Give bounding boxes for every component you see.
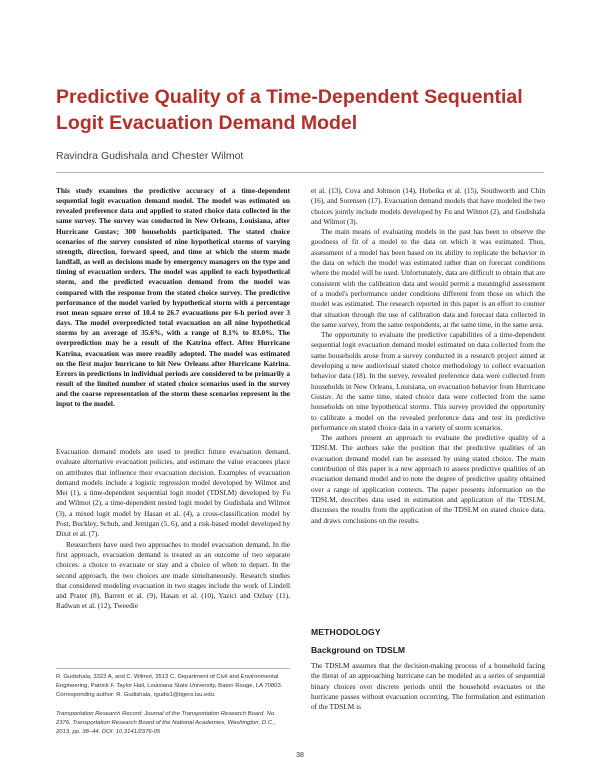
page-number: 38 (296, 752, 304, 759)
footnote-text: Transportation Research Record: Journal of the Transportation Research Board, No. 2376, Transportation Research Board of the National Academies, Washington, D.C., 2013, pp. 38–44. DOI: 10.3141/2376-05 (56, 711, 276, 735)
subsection-heading: Background on TDSLM (311, 645, 405, 655)
methodology-body (311, 661, 545, 712)
paragraph: et al. (13), Cova and Johnson (14), Hobeika et al. (15), Southworth and Chin (16), and Sorensen (17). Evacuation demand models that have modeled the two choices jointly include models developed by Fu and Wilmot (2), and Gudishala and Wilmot (3). (311, 186, 545, 226)
left-column-body (56, 447, 290, 612)
paragraph: Researchers have used two approaches to model evacuation demand. In the first approach, evacuation demand is treated as an outcome of two separate choices: a choice to evacuate or stay and a choice of when to depart. In the second approach, the two choices are made simultaneously. Research studies that considered modeling evacuation in two stages include the work of Lindell and Prater (8), Barrett et al. (9), Hasan et al. (10), Yazici and Ozbay (11), Radwan et al. (12), Tweedie (56, 539, 290, 611)
footnote-divider (56, 668, 290, 669)
abstract-text: This study examines the predictive accuracy of a time-dependent sequential logit evacuation demand model. The model was estimated on revealed preference data and applied to stated choice data collected in the same survey. The survey was conducted in New Orleans, Louisiana, after Hurricane Gustav; 300 households participated. The stated choice scenarios of the survey consisted of nine hypothetical storms of varying strength, direction, forward speed, and time at which the storm made landfall, as well as decisions made by emergency managers on the type and timing of evacuation orders. The model was applied to each hypothetical storm, and the predicted evacuation demand from the model was compared with the response from the stated choice survey. The predictive performance of the model varied by hypothetical storm with a percentage root mean square error of 10.4 to 26.7 evacuations per 6-h period over 3 days. The model overpredicted total evacuation on all nine hypothetical storms by an average of 35.6%, with a range of 8.1% to 83.0%. The overprediction may be a result of the Katrina effect. After Hurricane Katrina, evacuation was more readily adopted. The model was estimated on the first major hurricane to hit New Orleans after Hurricane Katrina. Errors in predictions in individual periods are considered to be primarily a result of the limited number of stated choice scenarios used in the survey and the coarse representation of the storm these scenarios represent in the input to the model. (56, 186, 290, 409)
paragraph: The main means of evaluating models in the past has been to observe the goodness of fit of a model to the data on which it was estimated. Thus, assessment of a model has been based on its ability to replicate the behavior in the data on which the model was estimated rather than on forecast conditions where the model will be used. Unfortunately, data are difficult to obtain that are consistent with the calibration data and would permit a meaningful assessment of a model's performance under conditions different from those on which the model was estimated. The research reported in this paper is an effort to counter that situation through the use of calibration data and forecast data collected in the same survey, from the same respondents, at the same time, in the same area. (311, 227, 545, 329)
paragraph: The TDSLM assumes that the decision-making process of a household facing the threat of an approaching hurricane can be modeled as a series of sequential binary choices over discrete periods until the household evacuates or the hurricane passes without evacuation occurring. The formulation and estimation of the TDSLM is (311, 661, 545, 712)
authors: Ravindra Gudishala and Chester Wilmot (56, 150, 244, 162)
section-heading: METHODOLOGY (311, 627, 381, 637)
paragraph: Evacuation demand models are used to predict future evacuation demand, evaluate alternative evacuation policies, and estimate the value evacuees place on attributes that influence their evacuation decision. Examples of evacuation demand models include a logistic regression model developed by Wilmot and Mei (1), a time-dependent sequential logit model (TDSLM) developed by Fu and Wilmot (2), a time-dependent nested logit model by Gudishala and Wilmot (3), a mixed logit model by Hasan et al. (4), a cross-classification model by Post, Buckley, Schuh, and Jernigan (5, 6), and a risk-based model developed by Dixit et al. (7). (56, 447, 290, 539)
header-divider (56, 172, 544, 173)
footnote-text: R. Gudishala, 3323 A, and C. Wilmot, 3513 C, Department of Civil and Environmental Engineering, Patrick F. Taylor Hall, Louisiana State University, Baton Rouge, LA 70803. Corresponding author: R. Gudishala, rgudis1@tigers.lsu.edu. (56, 674, 283, 698)
footnote-journal (56, 710, 290, 736)
abstract (56, 186, 290, 409)
paragraph: The opportunity to evaluate the predictive capabilities of a time-dependent sequential logit evacuation demand model estimated on data collected from the same households arose from a survey conducted in a research project aimed at developing a new audiovisual stated choice methodology to collect evacuation behavior data (18). In the survey, revealed preference data were collected from households in New Orleans, Louisiana, on evacuation behavior from Hurricane Gustav. At the same time, stated choice data were collected from the same households on nine hypothetical storms. This survey provided the opportunity to calibrate a model on the revealed preference data and test its predictive performance on stated choice data in a variety of storm scenarios. (311, 330, 545, 432)
right-column-body (311, 186, 545, 526)
paper-title: Predictive Quality of a Time-Dependent Sequential Logit Evacuation Demand Model (56, 86, 523, 134)
paragraph: The authors present an approach to evaluate the predictive quality of a TDSLM. The authors take the position that the predictive qualities of an evacuation demand model can be assessed by using stated choice. The main contribution of this paper is a new approach to assess predictive qualities of an evacuation demand model and to note the degree of predictive quality obtained over a range of application contexts. The paper presents information on the TDSLM, describes data used in estimation and application of the TDSLM, discusses the results from the application of the TDSLM on stated choice data, and draws conclusions on the results. (311, 433, 545, 525)
footnote-affiliation (56, 673, 290, 699)
